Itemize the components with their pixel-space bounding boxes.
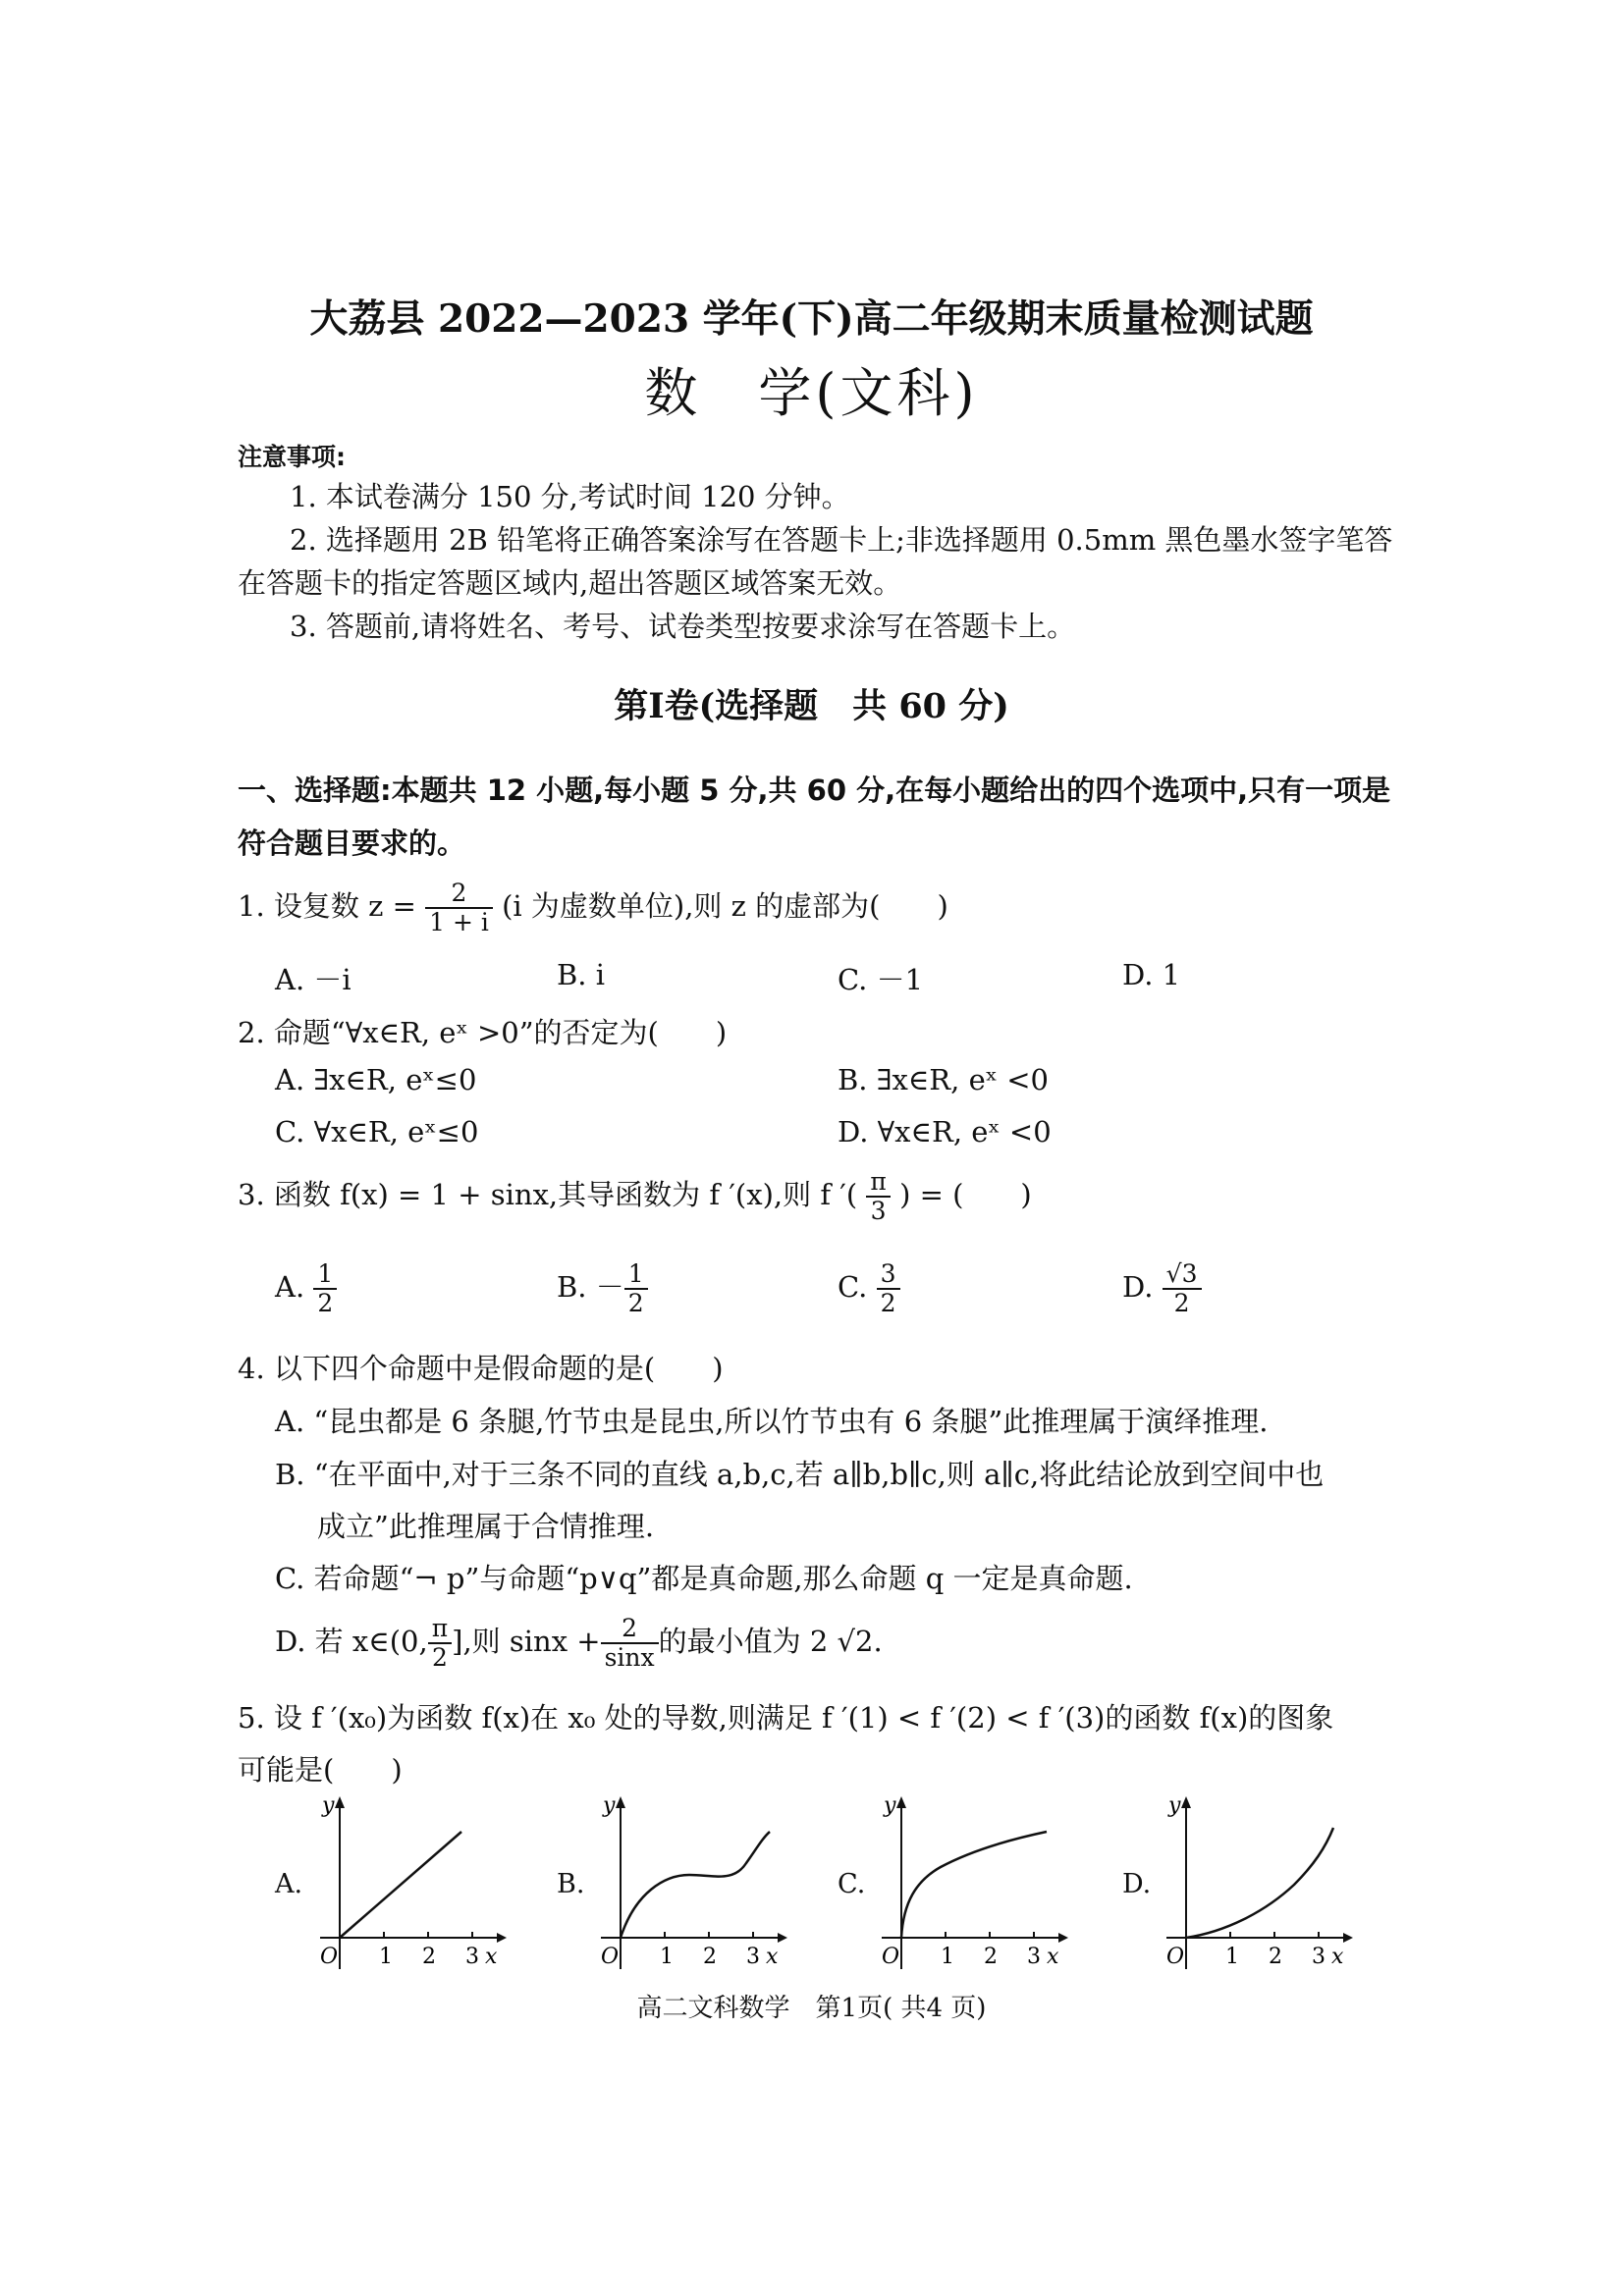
q3-b-den: 2	[627, 1289, 644, 1317]
q3-d-label: D.	[1122, 1270, 1154, 1304]
question-2: 2. 命题“∀x∈R, eˣ >0”的否定为( )	[238, 1016, 728, 1049]
q3-a-num: 1	[313, 1260, 337, 1290]
q4-d-frac2-den: sinx	[604, 1643, 655, 1672]
q3-a-label: A.	[275, 1270, 305, 1304]
origin-label: O	[601, 1945, 620, 1969]
q5-graph-d	[1157, 1794, 1353, 1971]
curve-convex	[1186, 1828, 1333, 1938]
question-3	[238, 1168, 1032, 1225]
tick-2: 2	[984, 1945, 998, 1969]
origin-label: O	[320, 1945, 339, 1969]
q3-b-label: B.	[557, 1270, 587, 1304]
page-footer: 高二文科数学 第1页( 共4 页)	[636, 1994, 987, 2023]
q5-graph-b	[591, 1794, 787, 1971]
x-label: x	[766, 1945, 779, 1969]
y-label: y	[603, 1794, 616, 1818]
q2-option-c: C. ∀x∈R, eˣ≤0	[275, 1115, 479, 1148]
q4-option-b-cont: 成立”此推理属于合情推理.	[317, 1510, 655, 1543]
q4-option-b: B. “在平面中,对于三条不同的直线 a,b,c,若 a∥b,b∥c,则 a∥c,将此结论放到空间中也	[275, 1458, 1325, 1491]
q3-d-den: 2	[1173, 1289, 1190, 1317]
q1-frac-den: 1 + i	[429, 908, 489, 936]
q4-d-pre: D. 若 x∈(0,	[275, 1625, 428, 1658]
y-label: y	[322, 1794, 335, 1818]
q2-option-a: A. ∃x∈R, eˣ≤0	[275, 1063, 477, 1096]
curve-linear	[340, 1832, 461, 1938]
exam-subject: 数 学(文科)	[644, 362, 979, 424]
q4-option-a: A. “昆虫都是 6 条腿,竹节虫是昆虫,所以竹节虫有 6 条腿”此推理属于演绎推理.	[275, 1405, 1269, 1438]
q4-d-frac1-den: 2	[431, 1643, 448, 1672]
q3-frac-num: π	[866, 1168, 890, 1198]
q3-stem-pre: 3. 函数 f(x) = 1 + sinx,其导函数为 f ′(x),则 f ′(	[238, 1178, 858, 1211]
tick-3: 3	[465, 1945, 479, 1969]
q5-graph-a-label: A.	[275, 1869, 303, 1899]
q4-d-mid: ],则 sinx +	[452, 1625, 601, 1658]
curve-cubic	[621, 1832, 770, 1938]
q3-option-c	[838, 1260, 900, 1317]
q1-option-b: B. i	[557, 958, 606, 991]
q1-option-a: A. －i	[275, 963, 352, 996]
q5-graph-b-label: B.	[557, 1869, 585, 1899]
notice-heading: 注意事项:	[238, 443, 346, 471]
q1-option-d: D. 1	[1122, 958, 1181, 991]
notice-item-1: 1. 本试卷满分 150 分,考试时间 120 分钟。	[290, 480, 850, 513]
q5-graph-c	[872, 1794, 1068, 1971]
question-5-cont: 可能是( )	[238, 1753, 403, 1787]
origin-label: O	[882, 1945, 900, 1969]
origin-label: O	[1166, 1945, 1185, 1969]
q3-c-den: 2	[880, 1289, 896, 1317]
notice-item-3: 3. 答题前,请将姓名、考号、试卷类型按要求涂写在答题卡上。	[290, 610, 1076, 643]
q2-option-b: B. ∃x∈R, eˣ <0	[838, 1063, 1049, 1096]
x-label: x	[1047, 1945, 1059, 1969]
q3-option-a	[275, 1260, 337, 1317]
y-label: y	[1168, 1794, 1181, 1818]
tick-3: 3	[746, 1945, 760, 1969]
curve-concave	[901, 1832, 1047, 1938]
tick-2: 2	[422, 1945, 436, 1969]
q1-frac-num: 2	[425, 880, 493, 909]
q5-graph-a	[310, 1794, 507, 1971]
tick-1: 1	[1225, 1945, 1239, 1969]
tick-1: 1	[660, 1945, 674, 1969]
q1-option-c: C. －1	[838, 963, 924, 996]
q1-stem-post: (i 为虚数单位),则 z 的虚部为( )	[502, 889, 948, 923]
q3-option-b	[557, 1260, 648, 1317]
q2-option-d: D. ∀x∈R, eˣ <0	[838, 1115, 1052, 1148]
tick-2: 2	[1269, 1945, 1282, 1969]
y-label: y	[884, 1794, 896, 1818]
q3-frac-den: 3	[870, 1197, 887, 1225]
tick-1: 1	[379, 1945, 393, 1969]
q3-c-label: C.	[838, 1270, 868, 1304]
q3-fraction	[866, 1168, 890, 1225]
tick-1: 1	[941, 1945, 954, 1969]
q5-graphs	[275, 1794, 1375, 1971]
q5-graph-c-label: C.	[838, 1869, 866, 1899]
q3-c-num: 3	[877, 1260, 900, 1290]
question-1	[238, 880, 948, 936]
tick-3: 3	[1027, 1945, 1041, 1969]
y-arrow	[335, 1796, 345, 1808]
q3-b-sign: －	[595, 1270, 624, 1304]
q3-stem-post: ) = ( )	[899, 1178, 1032, 1211]
q1-fraction	[425, 880, 493, 936]
section-title: 第Ⅰ卷(选择题 共 60 分)	[614, 686, 1009, 726]
q4-d-frac1-num: π	[428, 1615, 452, 1644]
question-4: 4. 以下四个命题中是假命题的是( )	[238, 1352, 724, 1385]
q3-option-d	[1122, 1260, 1202, 1317]
x-label: x	[485, 1945, 498, 1969]
q4-d-post: 的最小值为 2 √2.	[658, 1625, 883, 1658]
q3-a-den: 2	[317, 1289, 334, 1317]
tick-3: 3	[1312, 1945, 1325, 1969]
question-5: 5. 设 f ′(x₀)为函数 f(x)在 x₀ 处的导数,则满足 f ′(1) < f ′(2) < f ′(3)的函数 f(x)的图象	[238, 1701, 1334, 1735]
x-label: x	[1331, 1945, 1344, 1969]
q3-d-num: √3	[1163, 1260, 1202, 1290]
x-arrow	[497, 1933, 507, 1943]
notice-item-2-cont: 在答题卡的指定答题区域内,超出答题区域答案无效。	[238, 566, 902, 600]
q3-b-num: 1	[624, 1260, 648, 1290]
tick-2: 2	[703, 1945, 717, 1969]
section-intro: 一、选择题:本题共 12 小题,每小题 5 分,共 60 分,在每小题给出的四个选项中,只有一项是符合题目要求的。	[238, 774, 1391, 860]
q5-graph-d-label: D.	[1122, 1869, 1152, 1899]
notice-item-2: 2. 选择题用 2B 铅笔将正确答案涂写在答题卡上;非选择题用 0.5mm 黑色墨水签字笔答	[290, 523, 1393, 557]
q4-option-c: C. 若命题“¬ p”与命题“p∨q”都是真命题,那么命题 q 一定是真命题.	[275, 1562, 1133, 1595]
q4-d-frac2-num: 2	[601, 1615, 659, 1644]
exam-title: 大荔县 2022—2023 学年(下)高二年级期末质量检测试题	[309, 296, 1314, 342]
q1-stem-pre: 1. 设复数 z =	[238, 889, 416, 923]
q4-option-d	[275, 1615, 883, 1672]
